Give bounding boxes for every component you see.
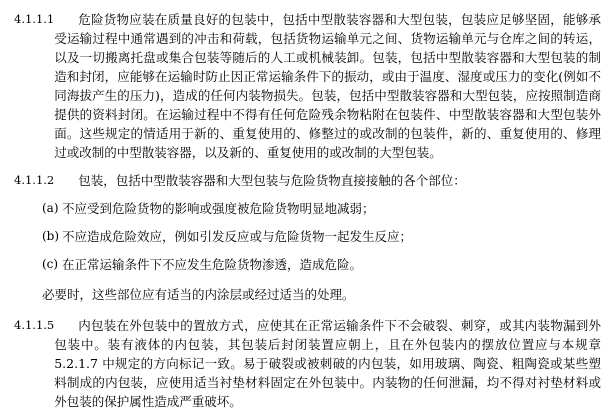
clause-number: 4.1.1.1	[14, 12, 55, 26]
sub-clause-label: (a)	[42, 201, 59, 215]
sub-clause-label: (c)	[42, 257, 59, 271]
clause-number: 4.1.1.2	[14, 173, 55, 187]
clause-number: 4.1.1.5	[14, 318, 55, 332]
sub-clause-label: (b)	[42, 229, 60, 243]
sub-clause-list	[14, 199, 601, 274]
sub-clause-b	[14, 227, 601, 246]
clause-text: 危险货物应装在质量良好的包装中，包括中型散装容器和大型包装，包装应足够坚固，能够承受运输过程中通常遇到的冲击和荷载，包括货物运输单元之间、货物运输单元与仓库之间的转运，以及一切搬离托盘或集合包装等随后的人工或机械装卸。包装，包括中型散装容器和大型包装的制造和封闭，应能够在运输时防止因正常运输条件下的振动，或由于温度、湿度或压力的变化(例如不同海拔产生的压力)，造成的任何内装物损失。包装，包括中型散装容器和大型包装，应按照制造商提供的资料封闭。在运输过程中不得有任何危险残余物粘附在包装件、中型散装容器和大型包装外面。这些规定的情适用于新的、重复使用的、修整过的或改制的包装件，新的、重复使用的、修理过或改制的中型散装容器，以及新的、重复使用的或改制的大型包装。	[54, 12, 601, 160]
sub-clause-text: 在正常运输条件下不应发生危险货物渗透，造成危险。	[62, 257, 363, 272]
clause-text: 包装，包括中型散装容器和大型包装与危险货物直接接触的各个部位：	[78, 173, 466, 188]
clause-4-1-1-5	[14, 316, 601, 411]
sub-clause-a	[14, 199, 601, 218]
sub-clause-text: 不应造成危险效应，例如引发反应或与危险货物一起发生反应；	[62, 229, 413, 244]
sub-clause-text: 不应受到危险货物的影响或强度被危险货物明显地减弱；	[62, 201, 375, 216]
clause-note: 必要时，这些部位应有适当的内涂层或经过适当的处理。	[42, 287, 355, 302]
clause-4-1-1-2	[14, 171, 601, 190]
sub-clause-c	[14, 255, 601, 274]
clause-4-1-1-1	[14, 10, 601, 162]
clause-text: 内包装在外包装中的置放方式，应使其在正常运输条件下不会破裂、刺穿，或其内装物漏到外包装中。装有液体的内包装，其包装后封闭装置应朝上，且在外包装内的摆放位置应与本规章5.2.1.7 中规定的方向标记一致。易于破裂或被刺破的内包装，如用玻璃、陶瓷、粗陶瓷或某些塑料制成的内包装，应使用适当衬垫材料固定在外包装中。内装物的任何泄漏，均不得对衬垫材料或外包装的保护属性造成严重破坏。	[54, 318, 601, 409]
